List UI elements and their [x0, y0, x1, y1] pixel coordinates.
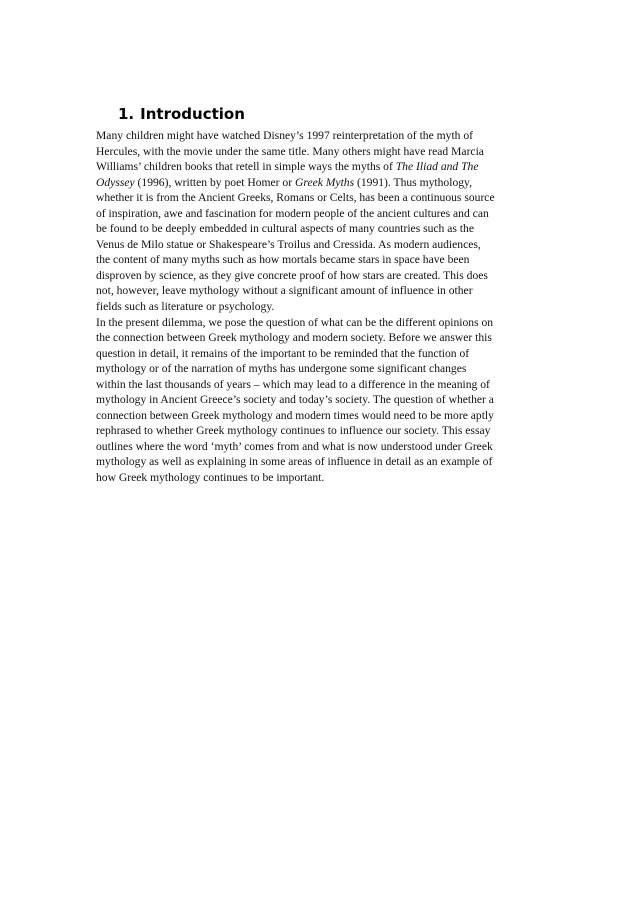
- section-number: 1.: [118, 105, 135, 123]
- text-line: disproven by science, as they give concrete proof of how stars are created. This does: [96, 268, 488, 282]
- text-line: mythology as well as explaining in some areas of influence in detail as an example of: [96, 455, 493, 469]
- paragraph-2: [96, 315, 556, 486]
- text-line: within the last thousands of years – which may lead to a difference in the meaning of: [96, 377, 490, 391]
- text-line: fields such as literature or psychology.: [96, 300, 275, 314]
- text-line: whether it is from the Ancient Greeks, Romans or Celts, has been a continuous source: [96, 191, 495, 205]
- text-line: question in detail, it remains of the important to be reminded that the function of: [96, 346, 470, 360]
- section-heading: [118, 104, 245, 124]
- text-line: not, however, leave mythology without a significant amount of influence in other: [96, 284, 473, 298]
- italic-title: Odyssey: [96, 175, 135, 189]
- italic-title: The Iliad and The: [395, 160, 479, 174]
- text-line: of inspiration, awe and fascination for modern people of the ancient cultures and can: [96, 206, 489, 220]
- text-line: the connection between Greek mythology and modern society. Before we answer this: [96, 331, 492, 345]
- text-line: how Greek mythology continues to be important.: [96, 471, 325, 485]
- text-line: outlines where the word ‘myth’ comes from and what is now understood under Greek: [96, 439, 493, 453]
- text-line: Odyssey (1996), written by poet Homer or Greek Myths (1991). Thus mythology,: [96, 175, 472, 189]
- text-line: the content of many myths such as how mortals became stars in space have been: [96, 253, 470, 267]
- text-line: In the present dilemma, we pose the question of what can be the different opinions on: [96, 315, 494, 329]
- text-line: mythology in Ancient Greece’s society and today’s society. The question of whether a: [96, 393, 494, 407]
- text-line: rephrased to whether Greek mythology continues to influence our society. This essay: [96, 424, 491, 438]
- paragraph-1: [96, 128, 556, 315]
- italic-title: Greek Myths: [294, 175, 355, 189]
- text-line: mythology or of the narration of myths has undergone some significant changes: [96, 362, 467, 376]
- text-line: Hercules, with the movie under the same title. Many others might have read Marcia: [96, 144, 484, 158]
- text-line: Venus de Milo statue or Shakespeare’s Troilus and Cressida. As modern audiences,: [96, 237, 481, 251]
- text-line: be found to be deeply embedded in cultural aspects of many countries such as the: [96, 222, 474, 236]
- text-line: connection between Greek mythology and modern times would need to be more aptly: [96, 408, 494, 422]
- section-title: Introduction: [140, 105, 245, 123]
- text-line: Williams’ children books that retell in simple ways the myths of The Iliad and The: [96, 160, 479, 174]
- body-text: [96, 128, 556, 486]
- text-line: Many children might have watched Disney’s 1997 reinterpretation of the myth of: [96, 129, 474, 142]
